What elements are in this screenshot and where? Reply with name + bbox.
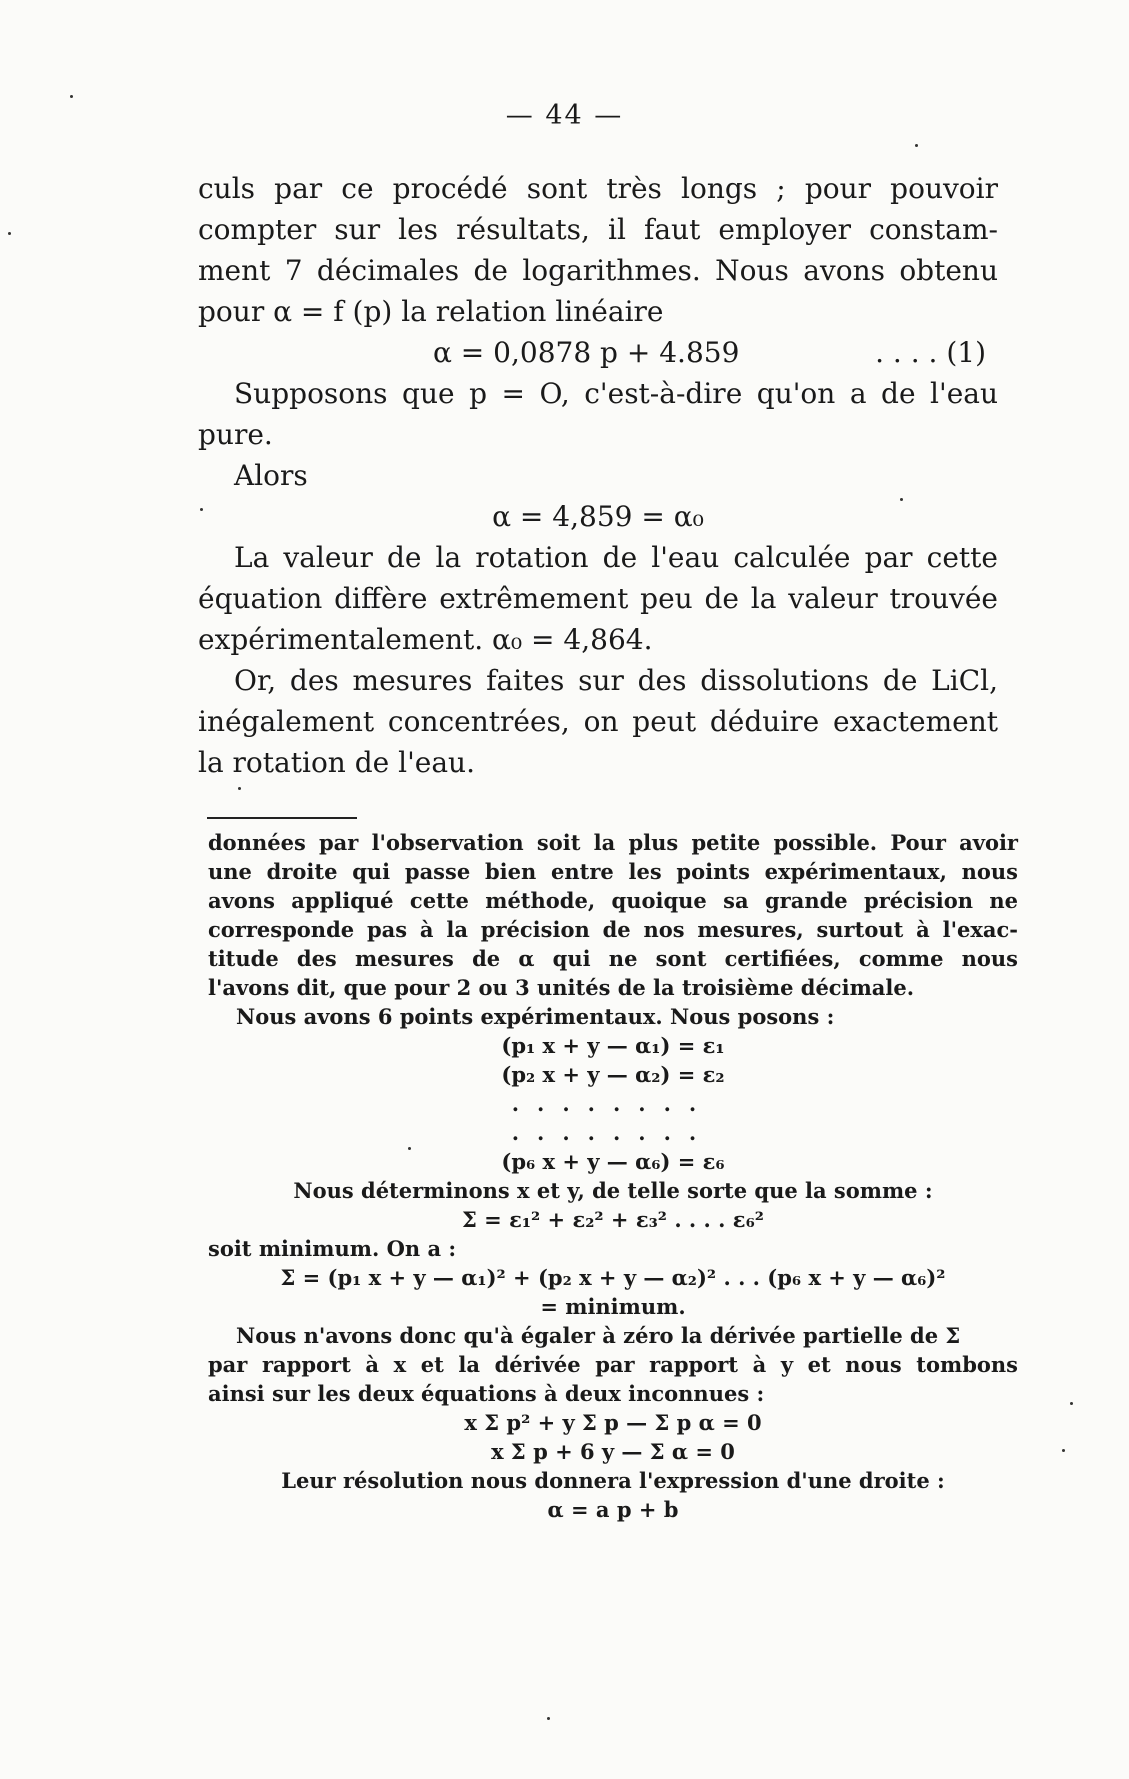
scan-speck — [200, 508, 203, 511]
system-equation-1: x Σ p² + y Σ p — Σ p α = 0 — [464, 1410, 762, 1435]
footnote-line: Nous n'avons donc qu'à égaler à zéro la dérivée partielle de Σ — [236, 1323, 961, 1348]
text-line: compter sur les résultats, il faut employer constam- — [198, 213, 998, 246]
footnote-divider — [207, 817, 357, 819]
footnote — [208, 828, 1018, 1524]
equation-point-2: (p₂ x + y — α₂) = ε₂ — [501, 1062, 725, 1087]
footnote-line: avons appliqué cette méthode, quoique sa grande précision ne — [208, 888, 1018, 913]
text-line: pour α = f (p) la relation linéaire — [198, 295, 664, 328]
footnote-line: Nous déterminons x et y, de telle sorte que la somme : — [293, 1178, 933, 1203]
equation-point-6: (p₆ x + y — α₆) = ε₆ — [501, 1149, 725, 1174]
scan-speck — [408, 1147, 411, 1150]
footnote-line: une droite qui passe bien entre les points expérimentaux, nous — [208, 859, 1018, 884]
text-line: Or, des mesures faites sur des dissolutions de LiCl, — [234, 664, 998, 697]
ellipsis-row: ........ — [511, 1120, 715, 1145]
text-line: Supposons que p = O, c'est-à-dire qu'on a de l'eau — [234, 377, 998, 410]
text-line: expérimentalement. α₀ = 4,864. — [198, 623, 653, 656]
scan-speck — [238, 787, 241, 790]
text-line: La valeur de la rotation de l'eau calculée par cette — [234, 541, 998, 574]
scan-speck — [915, 144, 918, 147]
scan-speck — [1062, 1449, 1065, 1452]
footnote-line: titude des mesures de α qui ne sont certifiées, comme nous — [208, 946, 1018, 971]
footnote-line: soit minimum. On a : — [208, 1236, 457, 1261]
system-equation-2: x Σ p + 6 y — Σ α = 0 — [491, 1439, 735, 1464]
equation-1 — [198, 332, 998, 373]
page-number: — 44 — — [505, 100, 624, 131]
equation-point-1: (p₁ x + y — α₁) = ε₁ — [501, 1033, 725, 1058]
footnote-line: ainsi sur les deux équations à deux inconnues : — [208, 1381, 765, 1406]
footnote-line: données par l'observation soit la plus petite possible. Pour avoir — [208, 830, 1018, 855]
footnote-line: Leur résolution nous donnera l'expression d'une droite : — [281, 1468, 945, 1493]
scan-speck — [70, 95, 73, 98]
scan-speck — [8, 232, 11, 235]
equation-line: α = a p + b — [547, 1497, 679, 1522]
scan-speck — [547, 1717, 550, 1720]
text-line: pure. — [198, 418, 273, 451]
footnote-line: corresponde pas à la précision de nos mesures, surtout à l'exac- — [208, 917, 1018, 942]
text-line: ment 7 décimales de logarithmes. Nous avons obtenu — [198, 254, 998, 287]
footnote-line: par rapport à x et la dérivée par rapport à y et nous tombons — [208, 1352, 1018, 1377]
equation-sum-expanded: Σ = (p₁ x + y — α₁)² + (p₂ x + y — α₂)² . . . (p₆ x + y — α₆)² — [280, 1265, 946, 1290]
scan-speck — [900, 498, 903, 501]
equation-1-expression: α = 0,0878 p + 4.859 — [433, 336, 740, 369]
text-line: Alors — [234, 459, 308, 492]
main-text — [198, 168, 998, 783]
footnote-line: Nous avons 6 points expérimentaux. Nous posons : — [236, 1004, 835, 1029]
text-line: culs par ce procédé sont très longs ; pour pouvoir — [198, 172, 998, 205]
text-line: inégalement concentrées, on peut déduire exactement — [198, 705, 998, 738]
equation-1-tag: . . . . (1) — [875, 336, 986, 369]
scan-speck — [1070, 1402, 1073, 1405]
equation-sum-definition: Σ = ε₁² + ε₂² + ε₃² . . . . ε₆² — [462, 1207, 764, 1232]
equation-minimum: = minimum. — [540, 1294, 686, 1319]
equation-2: α = 4,859 = α₀ — [492, 500, 704, 533]
text-line: la rotation de l'eau. — [198, 746, 475, 779]
footnote-line: l'avons dit, que pour 2 ou 3 unités de la troisième décimale. — [208, 975, 915, 1000]
text-line: équation diffère extrêmement peu de la valeur trouvée — [198, 582, 998, 615]
ellipsis-row: ........ — [511, 1091, 715, 1116]
